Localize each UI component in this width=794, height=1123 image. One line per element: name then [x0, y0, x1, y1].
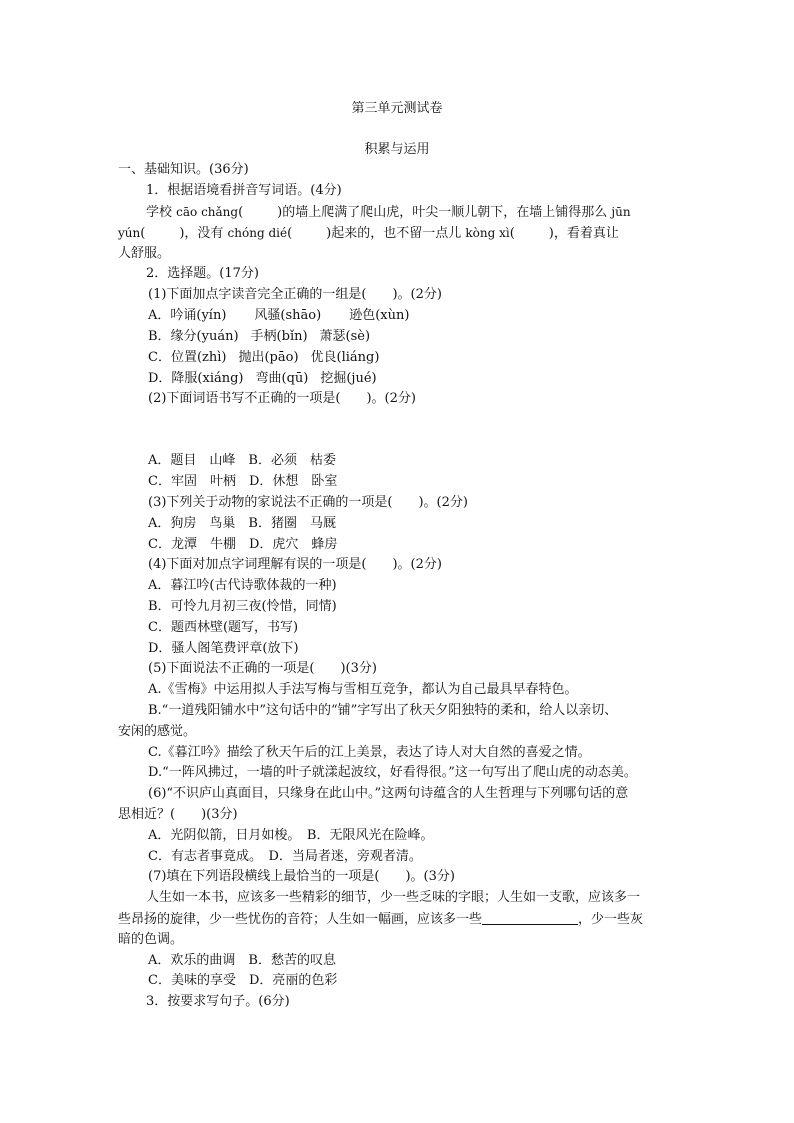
q2-6-stem-line1: (6)“不识庐山真面目，只缘身在此山中。”这两句诗蕴含的人生哲理与下列哪句话的意	[148, 786, 629, 801]
pinyin: cāo chǎng	[176, 205, 239, 219]
q2-4-option-a[interactable]: A．暮江吟(古代诗歌体裁的一种)	[148, 578, 337, 593]
q2-4-option-c[interactable]: C．题西林壁(题写，书写)	[148, 620, 299, 635]
q2-7-passage-line3: 暗的色调。	[118, 932, 184, 947]
q2-3-options-ab[interactable]: A．狗房 鸟巢 B．猪圈 马厩	[148, 516, 336, 531]
q2-7-passage-line2	[118, 910, 643, 929]
q2-1-option-c[interactable]	[148, 349, 379, 367]
q3-heading: 3．按要求写句子。(6分)	[146, 994, 290, 1009]
option-text: 抛出(pāo)	[238, 350, 299, 365]
q1-text: (	[238, 205, 244, 220]
pinyin: yún	[118, 226, 141, 240]
q2-1-option-b[interactable]	[148, 328, 370, 346]
q2-3-options-cd[interactable]: C．龙潭 牛棚 D．虎穴 蜂房	[148, 537, 338, 552]
q2-6-options-cd[interactable]: C．有志者事竟成。 D．当局者迷，旁观者清。	[148, 849, 422, 864]
part1-heading: 一、基础知识。(36分)	[118, 162, 249, 177]
option-text: 弯曲(qū)	[255, 371, 309, 386]
q2-3-stem: (3)下列关于动物的家说法不正确的一项是( )。(2分)	[148, 495, 468, 510]
option-text: 萧瑟(sè)	[319, 329, 371, 344]
q1-line2	[118, 224, 619, 243]
q2-5-option-a[interactable]: A.《雪梅》中运用拟人手法写梅与雪相互竞争，都认为自己最具早春特色。	[148, 682, 578, 697]
q1-text: (	[509, 226, 515, 241]
section-subtitle: 积累与运用	[364, 142, 430, 157]
pinyin: jūn	[611, 205, 631, 219]
q1-heading: 1．根据语境看拼音写词语。(4分)	[146, 183, 342, 198]
q2-2-options-cd[interactable]: C．牢固 叶柄 D．休想 卧室	[148, 474, 338, 489]
option-text: B．缘分(yuán)	[148, 329, 239, 344]
pinyin: chóng dié	[227, 226, 288, 240]
q1-text: 学校	[146, 205, 173, 220]
q1-text: )，没有	[179, 226, 224, 241]
q2-5-option-d[interactable]: D.“一阵风拂过，一墙的叶子就漾起波纹，好看得很。”这一句写出了爬山虎的动态美。	[148, 765, 637, 780]
q1-line3: 人舒服。	[118, 246, 171, 261]
q1-text: (	[140, 226, 146, 241]
option-text: 手柄(bǐn)	[250, 329, 308, 344]
q2-4-option-b[interactable]: B．可怜九月初三夜(怜惜，同情)	[148, 599, 337, 614]
q2-1-option-a[interactable]	[148, 307, 409, 325]
q1-text: )，看着真让	[548, 226, 619, 241]
option-text: 风骚(shāo)	[254, 308, 322, 323]
q2-7-stem: (7)填在下列语段横线上最恰当的一项是( )。(3分)	[148, 869, 455, 884]
q2-6-options-ab[interactable]: A．光阴似箭，日月如梭。 B．无限风光在险峰。	[148, 828, 434, 843]
page-title: 第三单元测试卷	[351, 101, 443, 116]
q1-line1	[146, 203, 631, 222]
q2-2-options-ab[interactable]: A．题目 山峰 B．必须 枯委	[148, 453, 336, 468]
q2-heading: 2．选择题。(17分)	[146, 266, 259, 281]
q1-text: )的墙上爬满了爬山虎，叶尖一顺儿朝下，在墙上铺得那么	[277, 205, 608, 220]
q2-5-stem: (5)下面说法不正确的一项是( )(3分)	[148, 661, 377, 676]
pinyin: kòng xì	[465, 226, 510, 240]
q2-4-option-d[interactable]: D．骚人阁笔费评章(放下)	[148, 641, 299, 656]
q2-5-option-b-line2[interactable]: 安闲的感觉。	[118, 724, 197, 739]
q2-6-stem-line2: 思相近？( )(3分)	[118, 807, 238, 822]
q2-1-stem: (1)下面加点字读音完全正确的一组是( )。(2分)	[148, 287, 442, 302]
option-text: 挖掘(jué)	[320, 371, 377, 386]
q2-7-options-cd[interactable]: C．美味的享受 D．亮丽的色彩	[148, 973, 338, 988]
q1-text: (	[287, 226, 293, 241]
q2-7-passage-line1: 人生如一本书，应该多一些精彩的细节，少一些乏味的字眼；人生如一支歌，应该多一	[146, 890, 641, 905]
passage-text: 些昂扬的旋律，少一些忧伤的音符；人生如一幅画，应该多一些	[118, 912, 483, 927]
option-text: C．位置(zhì)	[148, 350, 227, 365]
q2-5-option-b-line1[interactable]: B.“一道残阳铺水中”这句话中的“铺”字写出了秋天夕阳独特的柔和，给人以亲切、	[148, 703, 618, 718]
passage-text: ，少一些灰	[578, 912, 644, 927]
option-text: D．降服(xiáng)	[148, 371, 244, 386]
q2-7-options-ab[interactable]: A．欢乐的曲调 B．愁苦的叹息	[148, 953, 336, 968]
option-text: 优良(liáng)	[310, 350, 380, 365]
option-text: 逊色(xùn)	[349, 308, 410, 323]
q2-2-stem: (2)下面词语书写不正确的一项是( )。(2分)	[148, 391, 416, 406]
q1-text: )起来的，也不留一点儿	[326, 226, 462, 241]
option-text: A．吟诵(yín)	[148, 308, 227, 323]
q2-5-option-c[interactable]: C.《暮江吟》描绘了秋天午后的江上美景，表达了诗人对大自然的喜爱之情。	[148, 745, 591, 760]
q2-4-stem: (4)下面对加点字词理解有误的一项是( )。(2分)	[148, 557, 442, 572]
q2-1-option-d[interactable]	[148, 370, 377, 388]
fill-in-blank[interactable]	[482, 910, 578, 925]
